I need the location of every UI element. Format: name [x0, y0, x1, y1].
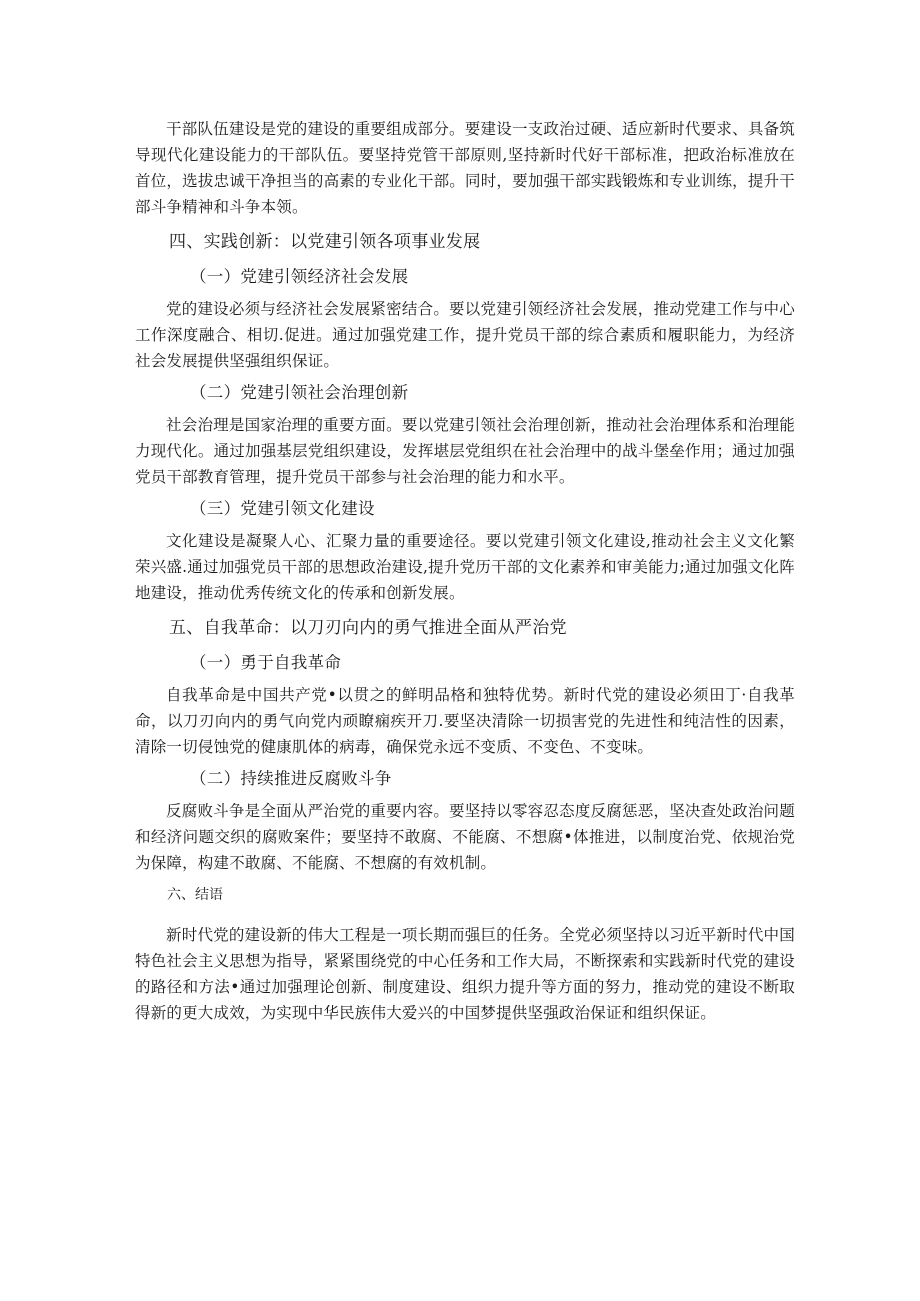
subheading-5-1: （一）勇于自我革命 [190, 653, 342, 672]
paragraph-4-3: 文化建设是凝聚人心、汇聚力量的重要途径。要以党建引领文化建设,推动社会主义文化繁荣兴盛.通过加强党员干部的思想政治建设,提升党历干部的文化素养和审美能力;通过加强文化阵地建设，推动优秀传统文化的传承和创新发展。 [135, 532, 795, 602]
paragraph-cadre-team: 干部队伍建设是党的建设的重要组成部分。要建设一支政治过硬、适应新时代要求、具备筑导现代化建设能力的干部队伍。要坚持党管干部原则,坚持新时代好干部标准，把政治标准放在首位，选拔忠诚干净担当的高素的专业化干部。同时，要加强干部实践锻炼和专业训练，提升干部斗争精神和斗争本领。 [135, 120, 795, 216]
paragraph-4-1: 党的建设必须与经济社会发展紧密结合。要以党建引领经济社会发展，推动党建工作与中心工作深度融合、相切.促进。通过加强党建工作，提升党员干部的综合素质和履职能力，为经济社会发展提供坚强组织保证。 [135, 300, 795, 370]
heading-section-5: 五、自我革命：以刀刃向内的勇气推进全面从严治党 [169, 618, 567, 638]
subheading-4-1: （一）党建引领经济社会发展 [190, 267, 409, 286]
subheading-4-3: （三）党建引领文化建设 [190, 499, 375, 518]
subheading-5-2: （二）持续推进反腐败斗争 [190, 769, 392, 788]
paragraph-conclusion: 新时代党的建设新的伟大工程是一项长期而强巨的任务。全党必须坚持以习近平新时代中国特色社会主义思想为指导，紧紧围绕党的中心任务和工作大局，不断探索和实践新时代党的建设的路径和方法•通过加强理论创新、制度建设、组织力提升等方面的努力，推动党的建设不断取得新的更大成效，为实现中华民族伟大爱兴的中国梦提供坚强政治保证和组织保证。 [135, 926, 795, 1022]
heading-section-6: 六、结语 [167, 887, 223, 903]
paragraph-5-1: 自我革命是中国共产党•以贯之的鲜明品格和独特优势。新时代党的建设必须田丁·自我革命，以刀刃向内的勇气向党内顽瞭痫疾开刀.要坚决清除一切损害党的先进性和纯洁性的因素，清除一切侵蚀党的健康肌体的病毒，确保党永远不变质、不变色、不变味。 [135, 686, 795, 756]
subheading-4-2: （二）党建引领社会治理创新 [190, 383, 409, 402]
document-body [135, 116, 795, 1026]
paragraph-5-2: 反腐败斗争是全面从严治党的重要内容。要坚持以零容忍态度反腐惩恶，坚决查处政治问题和经济问题交织的腐败案件；要坚持不敢腐、不能腐、不想腐•体推进，以制度治党、依规治党为保障，构建不敢腐、不能腐、不想腐的有效机制。 [135, 802, 795, 872]
heading-section-4: 四、实践创新：以党建引领各项事业发展 [169, 232, 481, 252]
paragraph-4-2: 社会治理是国家治理的重要方面。要以党建引领社会治理创新，推动社会治理体系和治理能力现代化。通过加强基层党组织建设，发挥堪层党组织在社会治理中的战斗堡垒作用；通过加强党员干部教育管理，提升党员干部参与社会治理的能力和水平。 [135, 416, 795, 486]
